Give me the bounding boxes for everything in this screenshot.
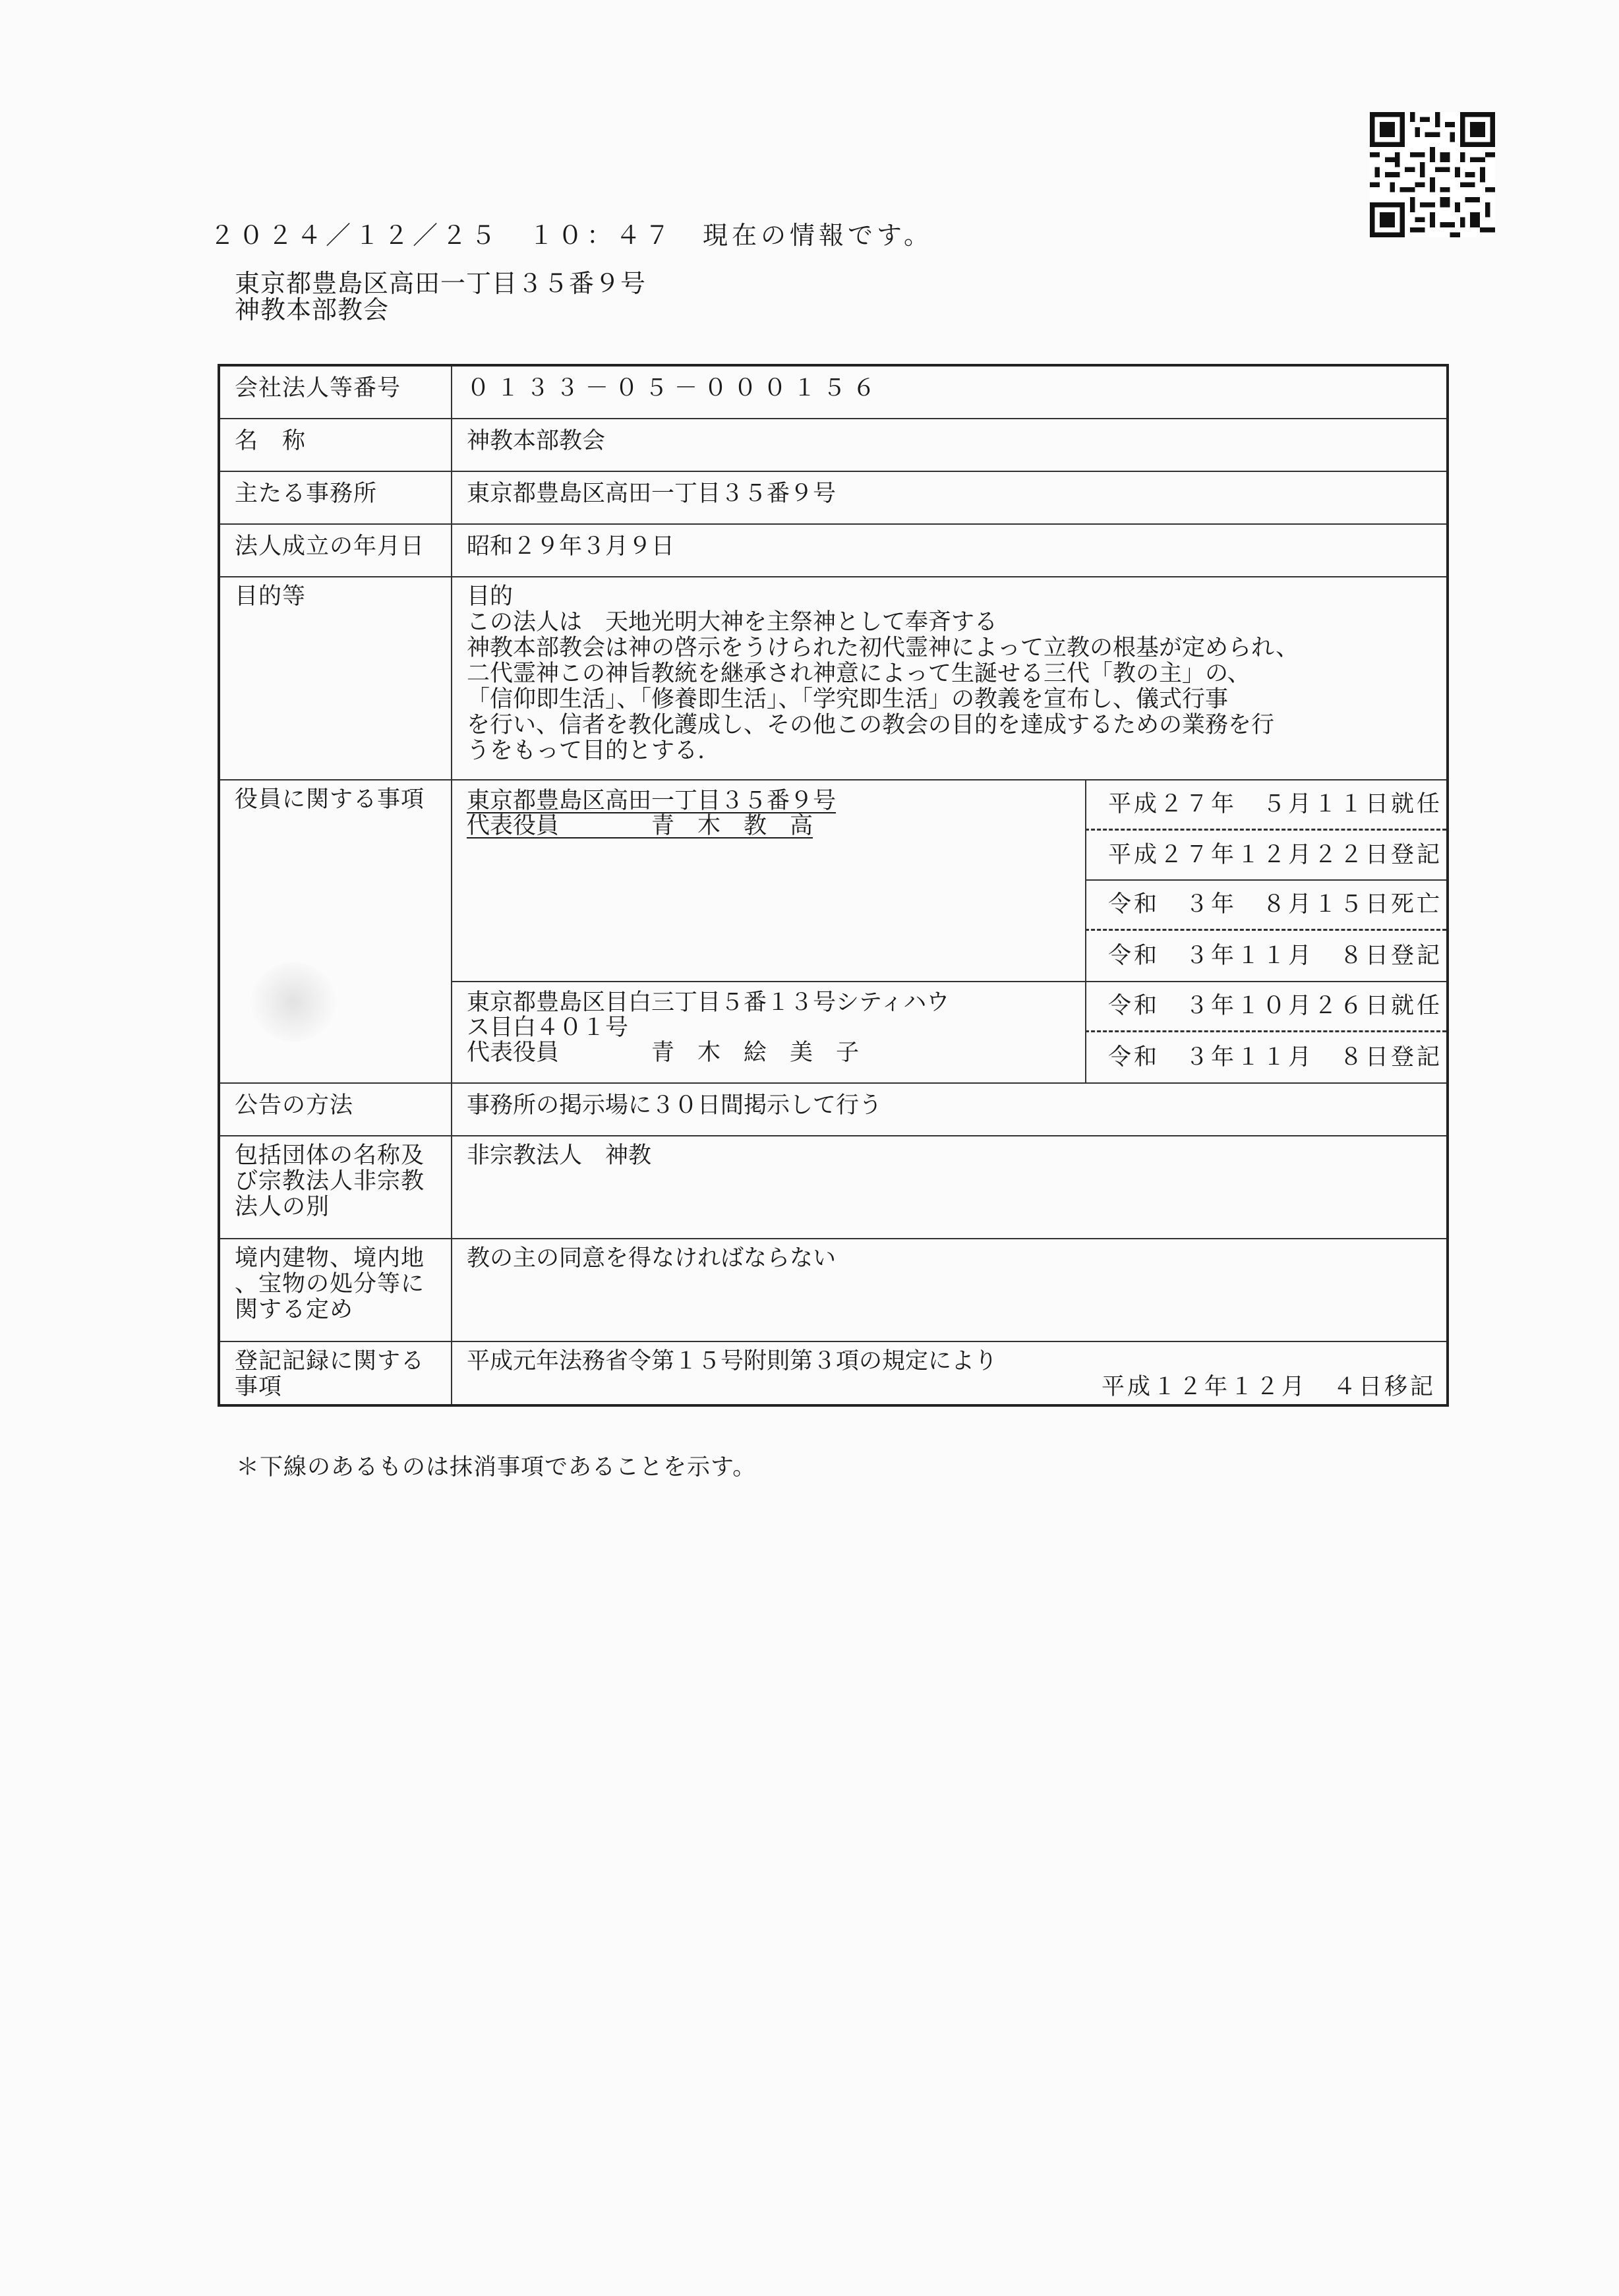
corporation-name: 神教本部教会	[452, 419, 1448, 471]
table-row	[219, 780, 1448, 1083]
row-label: 役員に関する事項	[219, 780, 452, 1083]
officer-address: 東京都豊島区目白三丁目５番１３号シティハウ	[467, 989, 950, 1016]
row-label: 法人成立の年月日	[219, 524, 452, 577]
qr-code	[1370, 112, 1495, 237]
row-label: 主たる事務所	[219, 471, 452, 524]
officer-address: 東京都豊島区高田一丁目３５番９号	[467, 788, 837, 814]
officer-date: 令和 ３年１０月２６日就任	[1085, 982, 1446, 1032]
officer-address: ス目白４０１号	[467, 1015, 629, 1041]
label-line: 関する定め	[235, 1297, 354, 1323]
row-label: 公告の方法	[219, 1083, 452, 1136]
row-label	[219, 1136, 452, 1239]
label-line: 包括団体の名称及	[235, 1142, 425, 1169]
label-line: び宗教法人非宗教	[235, 1168, 425, 1194]
officer-role: 代表役員 青 木 教 高	[467, 813, 813, 839]
officer-entry	[452, 780, 1446, 982]
property-disposal: 教の主の同意を得なければならない	[452, 1239, 1448, 1341]
purpose-line: 「信仰即生活」、「修養即生活」、「学究即生活」の教義を宣布し、儀式行事	[467, 686, 1229, 713]
officer-dates	[1085, 982, 1446, 1082]
header-name: 神教本部教会	[235, 295, 390, 324]
footnote: ＊下線のあるものは抹消事項であることを示す。	[236, 1454, 757, 1481]
table-row	[219, 1239, 1448, 1341]
officer-entry	[452, 982, 1446, 1082]
purpose-line: うをもって目的とする.	[467, 738, 705, 764]
timestamp-line: ２０２４／１２／２５ １０：４７ 現在の情報です。	[210, 221, 933, 250]
table-row	[219, 524, 1448, 577]
table-row	[219, 471, 1448, 524]
main-office: 東京都豊島区高田一丁目３５番９号	[452, 471, 1448, 524]
purpose-line: 二代霊神この神旨教統を継承され神意によって生誕せる三代「教の主」の、	[467, 661, 1251, 687]
officer-date: 令和 ３年１１月 ８日登記	[1085, 931, 1446, 981]
label-line: 、宝物の処分等に	[235, 1271, 425, 1297]
row-label: 名 称	[219, 419, 452, 471]
officer-role: 代表役員 青 木 絵 美 子	[467, 1040, 860, 1066]
table-row	[219, 1083, 1448, 1136]
label-line: 境内建物、境内地	[235, 1245, 425, 1272]
officer-details	[452, 982, 1085, 1082]
table-row	[219, 1341, 1448, 1405]
row-label	[219, 1239, 452, 1341]
purpose-line: この法人は 天地光明大神を主祭神として奉斉する	[467, 609, 998, 635]
registration-table	[218, 364, 1449, 1407]
officer-dates	[1085, 780, 1446, 981]
officer-date: 令和 ３年 ８月１５日死亡	[1085, 881, 1446, 931]
purpose-heading: 目的	[467, 583, 514, 610]
officer-date: 令和 ３年１１月 ８日登記	[1085, 1032, 1446, 1082]
label-line: 登記記録に関する	[235, 1348, 425, 1374]
label-line: 事項	[235, 1374, 283, 1400]
table-row	[219, 365, 1448, 419]
notice-method: 事務所の掲示場に３０日間掲示して行う	[452, 1083, 1448, 1136]
table-row	[219, 419, 1448, 471]
record-date: 平成１２年１２月 ４日移記	[1101, 1374, 1436, 1400]
purpose-line: 神教本部教会は神の啓示をうけられた初代霊神によって立教の根基が定められ、	[467, 635, 1299, 661]
row-label: 会社法人等番号	[219, 365, 452, 419]
corporate-number: ０１３３－０５－０００１５６	[452, 365, 1448, 419]
table-row	[219, 1136, 1448, 1239]
label-line: 法人の別	[235, 1194, 330, 1220]
umbrella-organization: 非宗教法人 神教	[452, 1136, 1448, 1239]
officer-date: 平成２７年１２月２２日登記	[1085, 831, 1446, 881]
header-address: 東京都豊島区高田一丁目３５番９号	[235, 269, 647, 298]
record-cell	[452, 1341, 1448, 1405]
table-row	[219, 577, 1448, 780]
row-label: 目的等	[219, 577, 452, 780]
purpose-line: を行い、信者を教化護成し、その他この教会の目的を達成するための業務を行	[467, 712, 1275, 738]
establishment-date: 昭和２９年３月９日	[452, 524, 1448, 577]
purpose-cell	[452, 577, 1448, 780]
row-label	[219, 1341, 452, 1405]
officer-date: 平成２７年 ５月１１日就任	[1085, 780, 1446, 831]
officers-cell	[452, 780, 1448, 1083]
officer-details	[452, 780, 1085, 981]
record-text: 平成元年法務省令第１５号附則第３項の規定により	[467, 1348, 998, 1374]
